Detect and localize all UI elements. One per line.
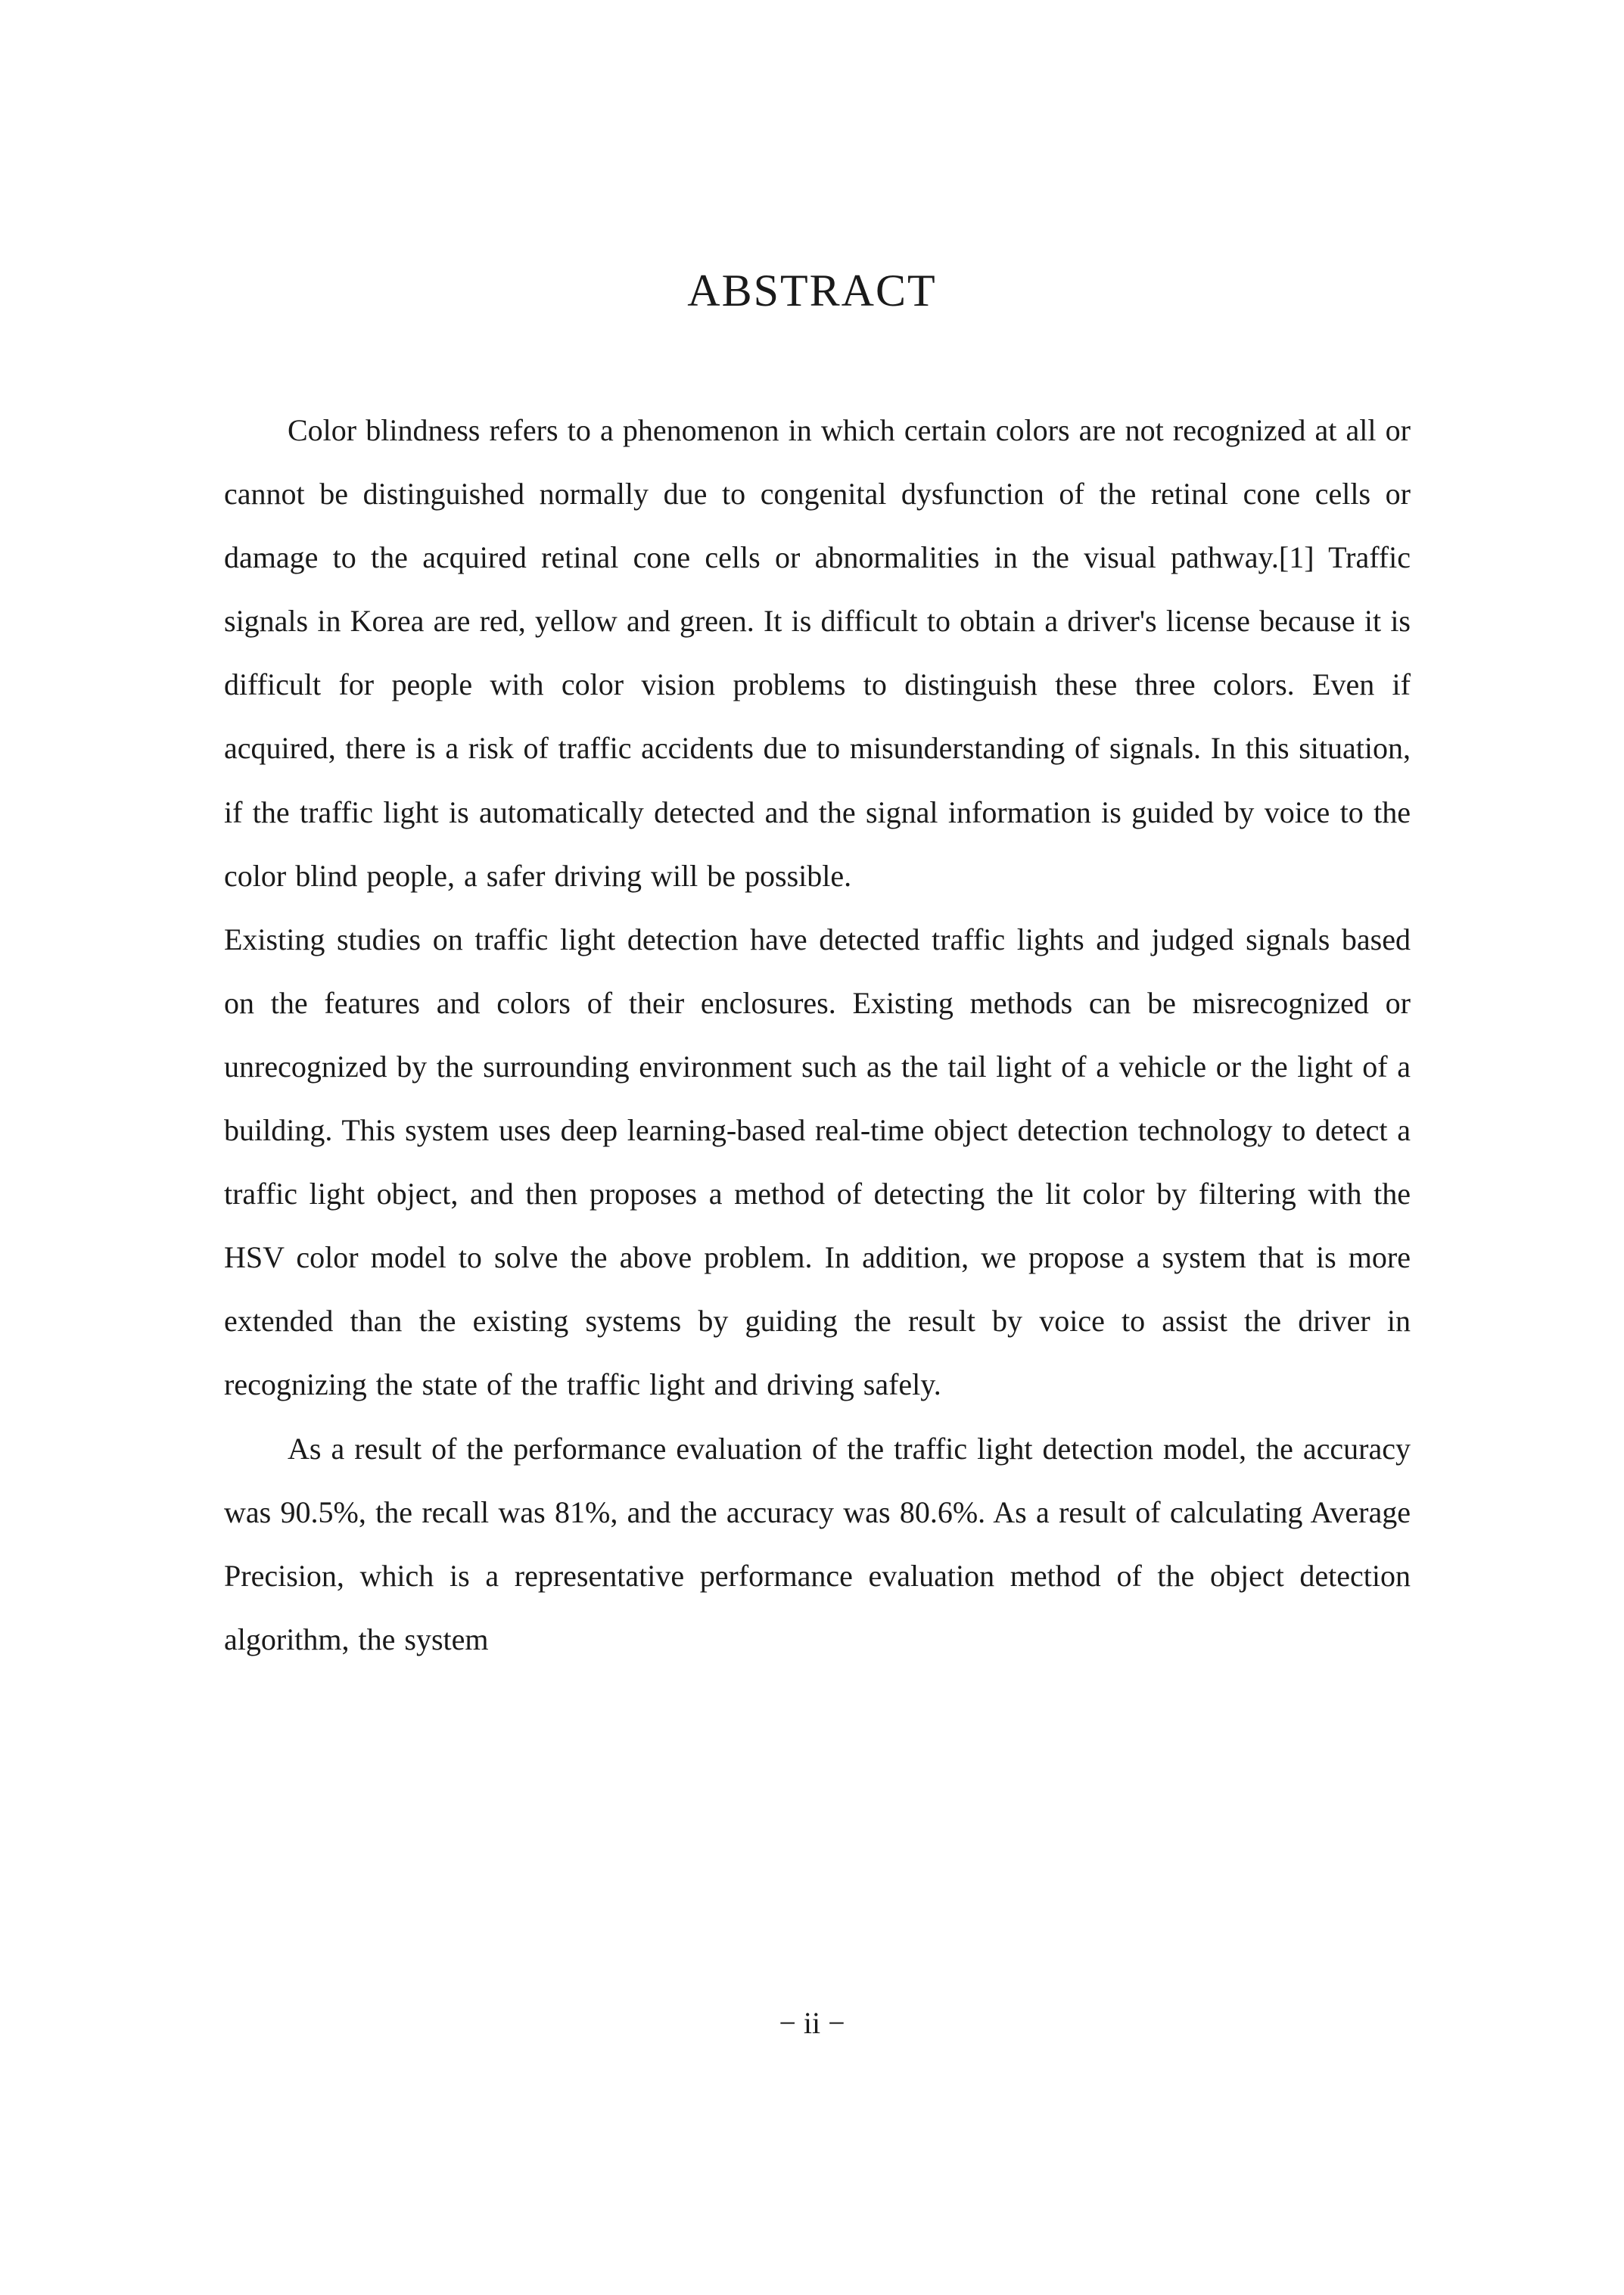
abstract-paragraph-3: As a result of the performance evaluation of the traffic light detection model, the accuracy was 90.5%, the recall was 81%, and the accuracy was 80.6%. As a result of calculating Average Precision, which is a representative performance evaluation method of the object detection algorithm, the system — [224, 1431, 1411, 1656]
abstract-paragraph-2: Existing studies on traffic light detection have detected traffic lights and judged signals based on the features and colors of their enclosures. Existing methods can be misrecognized or unrecognized by the surrounding environment such as the tail light of a vehicle or the light of a building. This system uses deep learning-based real-time object detection technology to detect a traffic light object, and then proposes a method of detecting the lit color by filtering with the HSV color model to solve the above problem. In addition, we propose a system that is more extended than the existing systems by guiding the result by voice to assist the driver in recognizing the state of the traffic light and driving safely. — [224, 922, 1411, 1402]
abstract-paragraph-1: Color blindness refers to a phenomenon in which certain colors are not recognized at all or cannot be distinguished normally due to congenital dysfunction of the retinal cone cells or damage to the acquired retinal cone cells or abnormalities in the visual pathway.[1] Traffic signals in Korea are red, yellow and green. It is difficult to obtain a driver's license because it is difficult for people with color vision problems to distinguish these three colors. Even if acquired, there is a risk of traffic accidents due to misunderstanding of signals. In this situation, if the traffic light is automatically detected and the signal information is guided by voice to the color blind people, a safer driving will be possible. — [224, 413, 1411, 893]
abstract-body — [224, 399, 1411, 1671]
page-title: ABSTRACT — [687, 266, 937, 316]
page-number: − ii − — [779, 2006, 845, 2040]
